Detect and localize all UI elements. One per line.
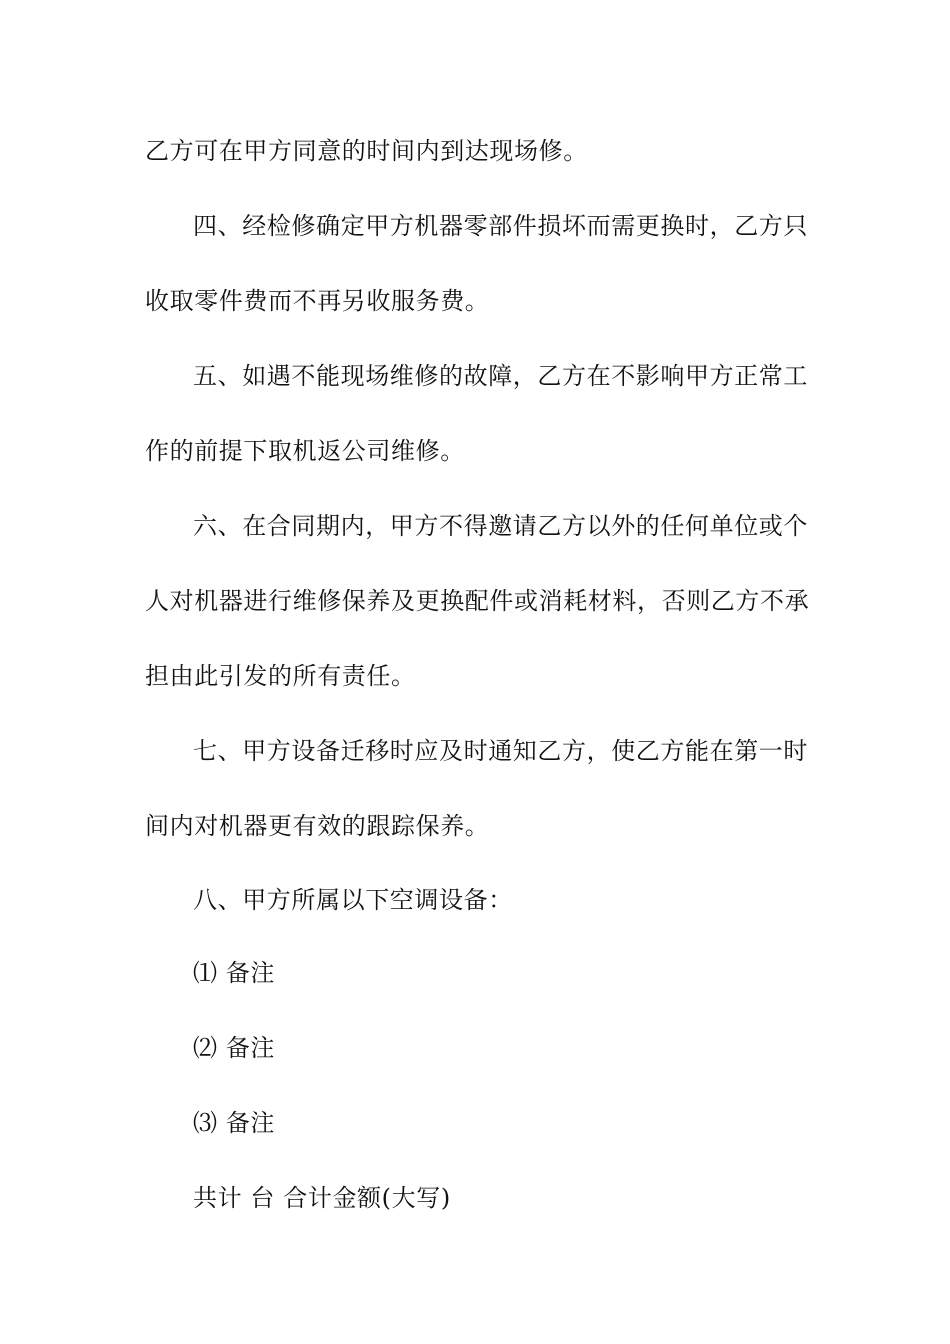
equipment-item-2: ⑵ 备注 xyxy=(193,1034,276,1062)
paragraph-line: 人对机器进行维修保养及更换配件或消耗材料，否则乙方不承 xyxy=(145,587,810,615)
paragraph-line: 作的前提下取机返公司维修。 xyxy=(145,437,465,465)
clause-six-line: 六、在合同期内，甲方不得邀请乙方以外的任何单位或个 xyxy=(193,512,808,540)
clause-eight-line: 八、甲方所属以下空调设备： xyxy=(193,886,513,914)
equipment-item-3: ⑶ 备注 xyxy=(193,1109,276,1137)
total-amount-line: 共计 台 合计金额(大写) xyxy=(193,1184,451,1212)
clause-four-line: 四、经检修确定甲方机器零部件损坏而需更换时，乙方只 xyxy=(193,212,808,240)
paragraph-line: 担由此引发的所有责任。 xyxy=(145,662,416,690)
paragraph-line: 间内对机器更有效的跟踪保养。 xyxy=(145,812,490,840)
paragraph-line: 收取零件费而不再另收服务费。 xyxy=(145,287,490,315)
clause-seven-line: 七、甲方设备迁移时应及时通知乙方，使乙方能在第一时 xyxy=(193,737,808,765)
paragraph-line: 乙方可在甲方同意的时间内到达现场修。 xyxy=(145,137,588,165)
equipment-item-1: ⑴ 备注 xyxy=(193,959,276,987)
clause-five-line: 五、如遇不能现场维修的故障，乙方在不影响甲方正常工 xyxy=(193,362,808,390)
